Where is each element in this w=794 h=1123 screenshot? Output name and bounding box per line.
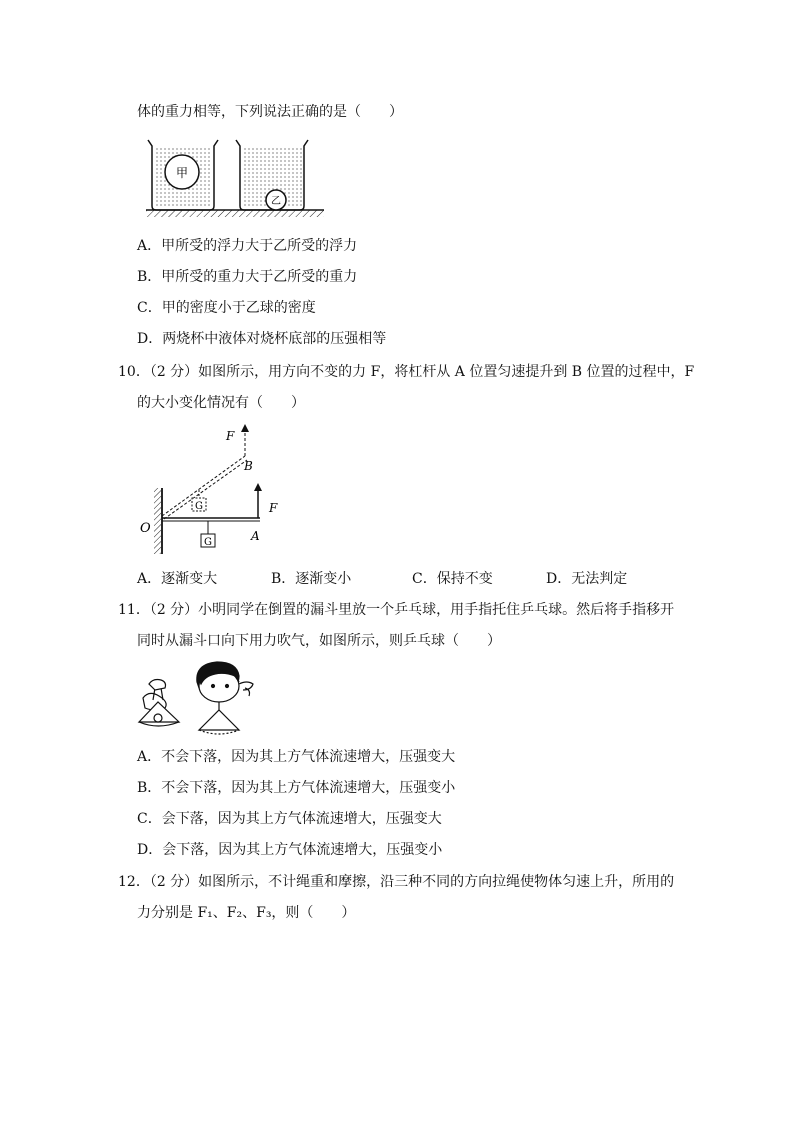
q11-option-c: C．会下落，因为其上方气体流速增大，压强变大 bbox=[137, 811, 442, 827]
label-f-right: F bbox=[269, 501, 278, 515]
q12-stem-line2: 力分别是 F₁、F₂、F₃，则（ ） bbox=[137, 905, 356, 921]
beaker-b bbox=[236, 140, 308, 210]
boy-blowing-illustration bbox=[197, 662, 253, 734]
q9-option-c: C．甲的密度小于乙球的密度 bbox=[137, 300, 316, 316]
ground-hatch bbox=[146, 210, 324, 217]
q9-option-d: D．两烧杯中液体对烧杯底部的压强相等 bbox=[137, 331, 387, 347]
q9-figure bbox=[140, 132, 330, 222]
label-a: A bbox=[251, 529, 260, 543]
hand-funnel-illustration bbox=[139, 680, 179, 727]
svg-text:G: G bbox=[195, 501, 203, 512]
q11-stem-line1: 11．（2 分）小明同学在倒置的漏斗里放一个乒乓球，用手指托住乒乓球。然后将手指移开 bbox=[118, 602, 675, 618]
q10-stem-line1: 10．（2 分）如图所示，用方向不变的力 F，将杠杆从 A 位置匀速提升到 B 位置的过程中，F bbox=[118, 364, 695, 380]
q11-option-a: A．不会下落，因为其上方气体流速增大，压强变大 bbox=[137, 749, 456, 765]
q10-option-c: C．保持不变 bbox=[412, 571, 493, 587]
q11-option-b: B．不会下落，因为其上方气体流速增大，压强变小 bbox=[137, 780, 456, 796]
q11-funnel-figure bbox=[135, 660, 270, 735]
wall bbox=[154, 488, 161, 554]
q10-lever-figure bbox=[135, 420, 295, 560]
svg-text:G: G bbox=[204, 537, 212, 548]
q10-option-d: D．无法判定 bbox=[546, 571, 628, 587]
q9-stem: 体的重力相等，下列说法正确的是（ ） bbox=[137, 104, 403, 120]
q11-stem-line2: 同时从漏斗口向下用力吹气，如图所示，则乒乓球（ ） bbox=[137, 633, 501, 649]
q11-option-d: D．会下落，因为其上方气体流速增大，压强变小 bbox=[137, 842, 443, 858]
q10-stem-line2: 的大小变化情况有（ ） bbox=[137, 395, 305, 411]
q9-option-b: B．甲所受的重力大于乙所受的重力 bbox=[137, 269, 358, 285]
q12-stem-line1: 12．（2 分）如图所示，不计绳重和摩擦，沿三种不同的方向拉绳使物体匀速上升，所用的 bbox=[118, 874, 675, 890]
ball-b-label: 乙 bbox=[271, 196, 281, 207]
q10-option-b: B．逐渐变小 bbox=[271, 571, 352, 587]
label-f-top: F bbox=[226, 429, 235, 443]
label-b: B bbox=[244, 459, 253, 473]
beaker-a bbox=[148, 140, 218, 210]
ball-a-label: 甲 bbox=[175, 166, 189, 180]
q9-option-a: A．甲所受的浮力大于乙所受的浮力 bbox=[137, 238, 358, 254]
label-o: O bbox=[140, 521, 151, 536]
q10-option-a: A．逐渐变大 bbox=[137, 571, 218, 587]
